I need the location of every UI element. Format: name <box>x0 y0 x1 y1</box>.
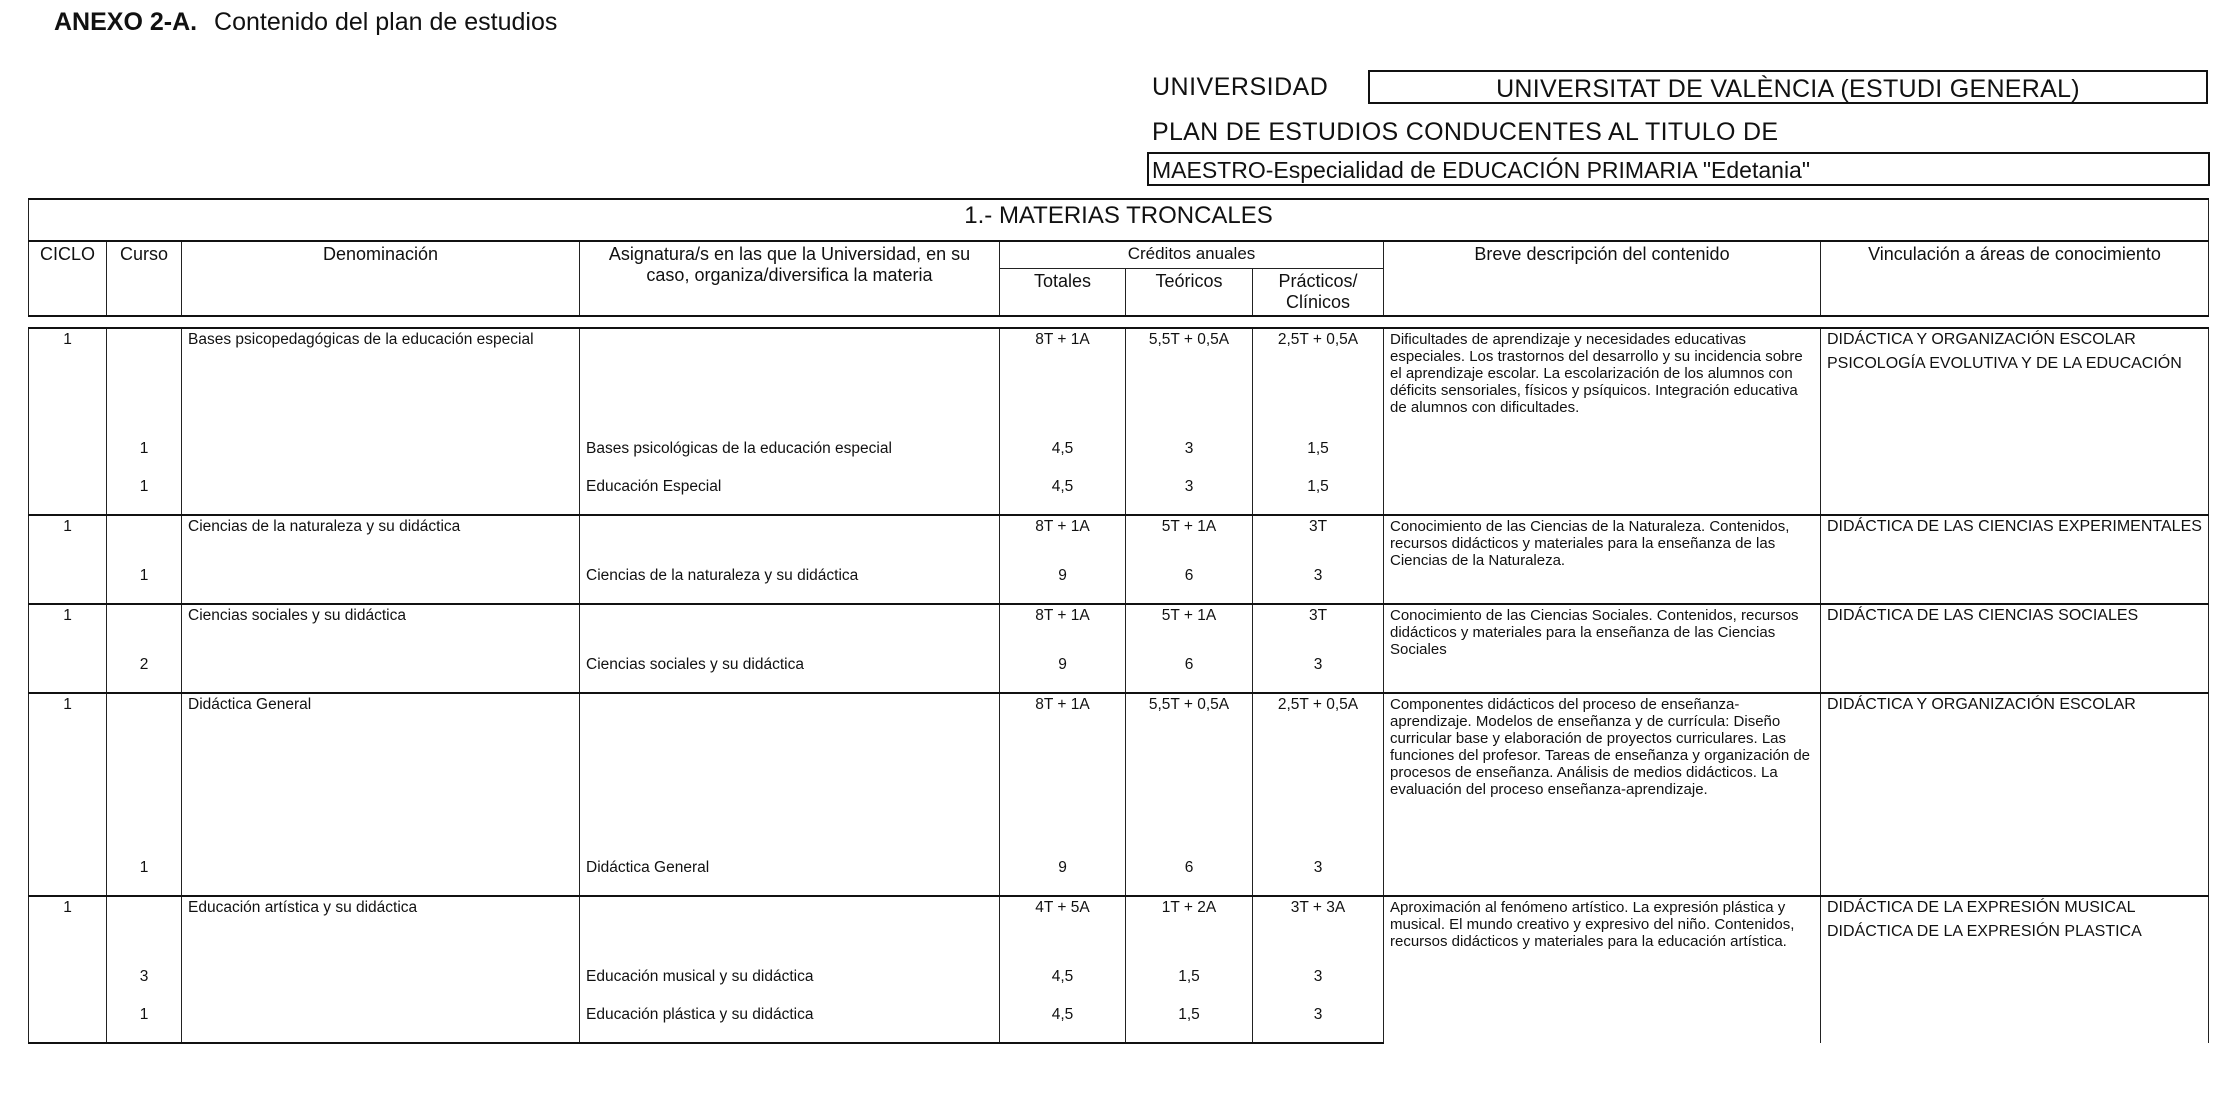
area-item: DIDÁCTICA Y ORGANIZACIÓN ESCOLAR <box>1827 331 2136 348</box>
ciclo-cell-empty <box>29 1004 107 1043</box>
materia-row <box>29 896 2209 966</box>
ciclo-cell: 1 <box>29 896 107 966</box>
subject-practicos-cell: 1,5 <box>1253 438 1384 476</box>
col-ciclo: CICLO <box>29 241 107 316</box>
materia-row <box>29 693 2209 857</box>
vinculacion-cell <box>1821 515 2209 604</box>
vinculacion-cell <box>1821 693 2209 896</box>
ciclo-cell-empty <box>29 476 107 515</box>
curso-cell: 1 <box>107 565 182 604</box>
teoricos-cell: 5T + 1A <box>1126 604 1253 654</box>
curso-cell: 3 <box>107 966 182 1004</box>
curso-cell-empty <box>107 604 182 654</box>
asignatura-cell: Bases psicológicas de la educación especial <box>580 438 1000 476</box>
practicos-cell: 3T <box>1253 515 1384 565</box>
ciclo-cell: 1 <box>29 604 107 654</box>
denominacion-cell-empty <box>182 966 580 1004</box>
subject-practicos-cell: 3 <box>1253 966 1384 1004</box>
materia-row <box>29 515 2209 565</box>
ciclo-cell-empty <box>29 857 107 896</box>
curso-cell-empty <box>107 896 182 966</box>
area-item: DIDÁCTICA DE LA EXPRESIÓN MUSICAL <box>1827 899 2136 916</box>
totales-cell: 8T + 1A <box>1000 604 1126 654</box>
descripcion-cell: Conocimiento de las Ciencias de la Naturaleza. Contenidos, recursos didácticos y materiales para la enseñanza de las Ciencias de la Naturaleza. <box>1384 515 1821 604</box>
subject-practicos-cell: 3 <box>1253 1004 1384 1043</box>
asignatura-cell: Educación musical y su didáctica <box>580 966 1000 1004</box>
subject-teoricos-cell: 6 <box>1126 565 1253 604</box>
teoricos-cell: 5,5T + 0,5A <box>1126 328 1253 438</box>
subject-teoricos-cell: 6 <box>1126 654 1253 693</box>
asignatura-cell-empty <box>580 515 1000 565</box>
vinculacion-cell <box>1821 604 2209 693</box>
col-totales: Totales <box>1000 269 1126 317</box>
subject-totales-cell: 4,5 <box>1000 1004 1126 1043</box>
descripcion-cell: Dificultades de aprendizaje y necesidades educativas especiales. Los trastornos del desarrollo y su incidencia sobre el aprendizaje escolar. La escolarización de los alumnos con déficits sensoriales, físicos y psíquicos. Integración educativa de alumnos con dificultades. <box>1384 328 1821 515</box>
table-body <box>29 316 2209 1043</box>
denominacion-cell-empty <box>182 1004 580 1043</box>
teoricos-cell: 5,5T + 0,5A <box>1126 693 1253 857</box>
denominacion-cell-empty <box>182 438 580 476</box>
practicos-cell: 2,5T + 0,5A <box>1253 693 1384 857</box>
subject-practicos-cell: 3 <box>1253 857 1384 896</box>
subject-teoricos-cell: 3 <box>1126 476 1253 515</box>
curso-cell-empty <box>107 328 182 438</box>
materias-troncales-table <box>28 198 2209 1044</box>
area-item: DIDÁCTICA Y ORGANIZACIÓN ESCOLAR <box>1827 696 2136 713</box>
plan-label: PLAN DE ESTUDIOS CONDUCENTES AL TITULO DE <box>1152 118 1779 146</box>
descripcion-cell: Aproximación al fenómeno artístico. La expresión plástica y musical. El mundo creativo y expresivo del niño. Contenidos, recursos didácticos y materiales para la educación artística. <box>1384 896 1821 1043</box>
group-gap <box>29 316 2209 328</box>
denominacion-cell-empty <box>182 476 580 515</box>
totales-cell: 8T + 1A <box>1000 693 1126 857</box>
vinculacion-cell <box>1821 328 2209 515</box>
ciclo-cell-empty <box>29 966 107 1004</box>
subject-totales-cell: 4,5 <box>1000 438 1126 476</box>
plan-title-box: MAESTRO-Especialidad de EDUCACIÓN PRIMARIA "Edetania" <box>1147 152 2210 186</box>
curso-cell-empty <box>107 693 182 857</box>
totales-cell: 4T + 5A <box>1000 896 1126 966</box>
curso-cell: 1 <box>107 476 182 515</box>
annex-label: ANEXO 2-A. <box>54 8 198 36</box>
denominacion-cell: Bases psicopedagógicas de la educación especial <box>182 328 580 438</box>
subject-teoricos-cell: 6 <box>1126 857 1253 896</box>
practicos-cell: 3T + 3A <box>1253 896 1384 966</box>
vinculacion-cell <box>1821 896 2209 1043</box>
ciclo-cell: 1 <box>29 515 107 565</box>
totales-cell: 8T + 1A <box>1000 328 1126 438</box>
asignatura-cell: Didáctica General <box>580 857 1000 896</box>
asignatura-cell-empty <box>580 328 1000 438</box>
asignatura-cell: Ciencias sociales y su didáctica <box>580 654 1000 693</box>
denominacion-cell-empty <box>182 654 580 693</box>
area-item: DIDÁCTICA DE LA EXPRESIÓN PLASTICA <box>1827 923 2142 940</box>
subject-teoricos-cell: 1,5 <box>1126 1004 1253 1043</box>
curso-cell: 1 <box>107 857 182 896</box>
materia-row <box>29 328 2209 438</box>
denominacion-cell: Ciencias sociales y su didáctica <box>182 604 580 654</box>
practicos-cell: 3T <box>1253 604 1384 654</box>
teoricos-cell: 5T + 1A <box>1126 515 1253 565</box>
teoricos-cell: 1T + 2A <box>1126 896 1253 966</box>
subject-totales-cell: 9 <box>1000 857 1126 896</box>
col-descripcion: Breve descripción del contenido <box>1384 241 1821 316</box>
curso-cell: 2 <box>107 654 182 693</box>
asignatura-cell-empty <box>580 604 1000 654</box>
denominacion-cell-empty <box>182 565 580 604</box>
practicos-cell: 2,5T + 0,5A <box>1253 328 1384 438</box>
subject-totales-cell: 4,5 <box>1000 476 1126 515</box>
descripcion-cell: Conocimiento de las Ciencias Sociales. Contenidos, recursos didácticos y materiales para la enseñanza de las Ciencias Sociales <box>1384 604 1821 693</box>
col-curso: Curso <box>107 241 182 316</box>
curso-cell: 1 <box>107 1004 182 1043</box>
asignatura-cell: Ciencias de la naturaleza y su didáctica <box>580 565 1000 604</box>
col-teoricos: Teóricos <box>1126 269 1253 317</box>
area-item: DIDÁCTICA DE LAS CIENCIAS SOCIALES <box>1827 607 2139 624</box>
asignatura-cell-empty <box>580 693 1000 857</box>
ciclo-cell-empty <box>29 565 107 604</box>
col-creditos: Créditos anuales <box>1000 241 1384 269</box>
asignatura-cell: Educación Especial <box>580 476 1000 515</box>
area-item: DIDÁCTICA DE LAS CIENCIAS EXPERIMENTALES <box>1827 518 2202 535</box>
subject-teoricos-cell: 1,5 <box>1126 966 1253 1004</box>
denominacion-cell: Educación artística y su didáctica <box>182 896 580 966</box>
col-vinculacion: Vinculación a áreas de conocimiento <box>1821 241 2209 316</box>
asignatura-cell-empty <box>580 896 1000 966</box>
ciclo-cell-empty <box>29 654 107 693</box>
annex-title: Contenido del plan de estudios <box>214 8 558 36</box>
university-label: UNIVERSIDAD <box>1152 73 1329 101</box>
descripcion-cell: Componentes didácticos del proceso de enseñanza-aprendizaje. Modelos de enseñanza y de currícula: Diseño curricular base y elaboración de proyectos curriculares. Las funciones del profesor. Tareas de enseñanza y organización de procesos de enseñanza. Análisis de medios didácticos. La evaluación del proceso enseñanza-aprendizaje. <box>1384 693 1821 896</box>
subject-totales-cell: 9 <box>1000 565 1126 604</box>
section-title: 1.- MATERIAS TRONCALES <box>29 199 2209 241</box>
col-denominacion: Denominación <box>182 241 580 316</box>
ciclo-cell-empty <box>29 438 107 476</box>
area-item: PSICOLOGÍA EVOLUTIVA Y DE LA EDUCACIÓN <box>1827 355 2182 372</box>
university-name-box: UNIVERSITAT DE VALÈNCIA (ESTUDI GENERAL) <box>1368 70 2208 104</box>
subject-teoricos-cell: 3 <box>1126 438 1253 476</box>
subject-practicos-cell: 1,5 <box>1253 476 1384 515</box>
ciclo-cell: 1 <box>29 693 107 857</box>
col-asignatura: Asignatura/s en las que la Universidad, en su caso, organiza/diversifica la materia <box>580 241 1000 316</box>
gap-cell <box>29 316 2209 328</box>
subject-totales-cell: 9 <box>1000 654 1126 693</box>
materia-row <box>29 604 2209 654</box>
denominacion-cell-empty <box>182 857 580 896</box>
subject-totales-cell: 4,5 <box>1000 966 1126 1004</box>
curso-cell-empty <box>107 515 182 565</box>
totales-cell: 8T + 1A <box>1000 515 1126 565</box>
asignatura-cell: Educación plástica y su didáctica <box>580 1004 1000 1043</box>
denominacion-cell: Ciencias de la naturaleza y su didáctica <box>182 515 580 565</box>
subject-practicos-cell: 3 <box>1253 565 1384 604</box>
ciclo-cell: 1 <box>29 328 107 438</box>
subject-practicos-cell: 3 <box>1253 654 1384 693</box>
curso-cell: 1 <box>107 438 182 476</box>
col-practicos: Prácticos/ Clínicos <box>1253 269 1384 317</box>
denominacion-cell: Didáctica General <box>182 693 580 857</box>
annex-heading <box>54 8 557 37</box>
